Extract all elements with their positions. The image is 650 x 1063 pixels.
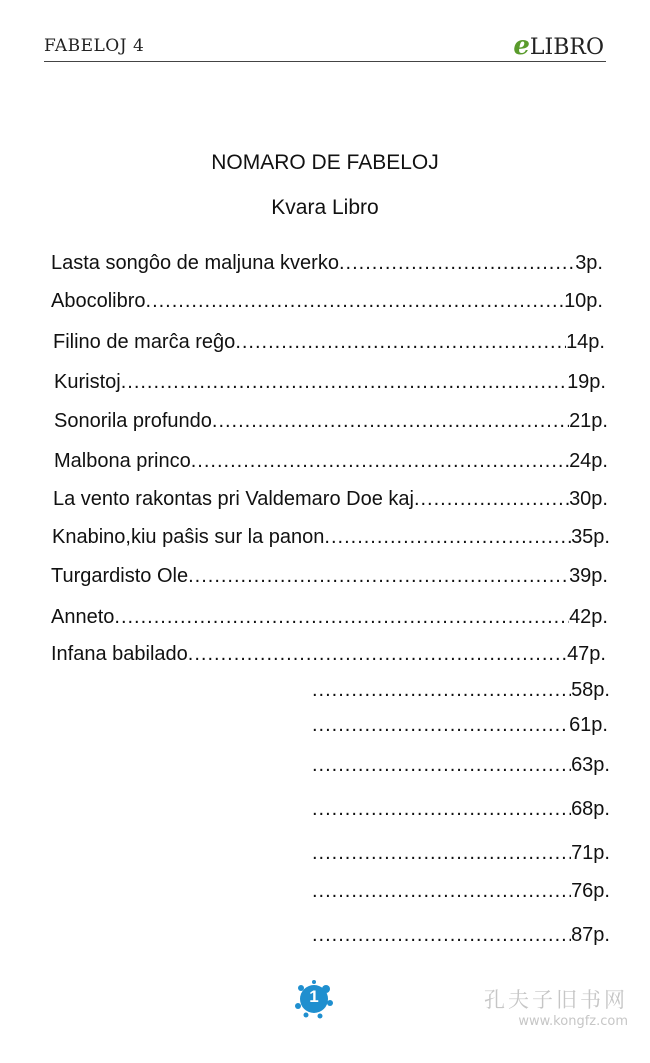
toc-entry <box>312 880 610 908</box>
toc-entry-title: Lasta songôo de maljuna kverko <box>51 252 339 274</box>
toc-leader <box>414 488 569 511</box>
toc-entry <box>52 526 610 554</box>
page-subtitle: Kvara Libro <box>271 196 379 219</box>
toc-entry-title: Malbona princo <box>54 450 191 472</box>
toc-leader <box>339 252 575 275</box>
toc-entry <box>53 488 608 516</box>
toc-entry <box>54 410 608 438</box>
toc-entry-page: 63p. <box>571 754 610 776</box>
toc-leader <box>146 290 565 313</box>
toc-entry-title: Sonorila profundo <box>54 410 212 432</box>
toc-entry-page: 71p. <box>571 842 610 864</box>
toc-leader <box>312 679 571 702</box>
header-book-title: FABELOJ 4 <box>44 36 145 56</box>
toc-entry-title: Infana babilado <box>51 643 188 665</box>
toc-entry-page: 24p. <box>569 450 608 472</box>
toc-entry-page: 42p. <box>569 606 608 628</box>
toc-entry-title: Turgardisto Ole <box>51 565 189 587</box>
toc-entry <box>51 606 608 634</box>
page-number-badge <box>292 978 336 1022</box>
toc-leader <box>312 924 571 947</box>
toc-entry-title: Kuristoj <box>54 371 121 393</box>
header-divider <box>44 61 606 62</box>
toc-leader <box>312 754 571 777</box>
toc-entry-page: 61p. <box>569 714 608 736</box>
toc-entry <box>312 754 610 782</box>
brand-logo-e: e <box>513 31 530 61</box>
toc-entry <box>312 842 610 870</box>
toc-entry <box>51 290 603 318</box>
toc-entry-page: 21p. <box>569 410 608 432</box>
toc-entry-page: 35p. <box>571 526 610 548</box>
toc-entry-page: 30p. <box>569 488 608 510</box>
toc-leader <box>312 798 571 821</box>
toc-entry-page: 19p. <box>567 371 606 393</box>
toc-entry <box>51 643 606 671</box>
toc-leader <box>191 450 569 473</box>
toc-entry <box>54 450 608 478</box>
toc-entry-page: 39p. <box>569 565 608 587</box>
toc-entry-page: 14p. <box>566 331 605 353</box>
toc-entry <box>312 924 610 952</box>
toc-entry-title: La vento rakontas pri Valdemaro Doe kaj <box>53 488 414 510</box>
toc-leader <box>235 331 566 354</box>
toc-leader <box>114 606 569 629</box>
toc-entry-title: Knabino,kiu paŝis sur la panon <box>52 526 325 548</box>
toc-entry <box>312 679 610 707</box>
brand-logo-text: LIBRO <box>529 35 604 60</box>
toc-entry-page: 3p. <box>575 252 603 274</box>
watermark-chinese: 孔夫子旧书网 <box>484 988 628 1012</box>
toc-leader <box>312 842 571 865</box>
toc-leader <box>188 565 569 588</box>
toc-entry-title: Abocolibro <box>51 290 146 312</box>
toc-entry <box>51 565 608 593</box>
page-number: 1 <box>309 987 319 1006</box>
toc-leader <box>212 410 569 433</box>
toc-leader <box>324 526 571 549</box>
toc-entry <box>312 714 608 742</box>
toc-entry-title: Anneto <box>51 606 115 628</box>
toc-entry-page: 58p. <box>571 679 610 701</box>
toc-entry <box>54 371 606 399</box>
toc-leader <box>188 643 567 666</box>
toc-entry-page: 68p. <box>571 798 610 820</box>
toc-entry-page: 10p. <box>564 290 603 312</box>
page-title: NOMARO DE FABELOJ <box>211 151 439 174</box>
toc-entry-page: 87p. <box>571 924 610 946</box>
toc-entry-page: 76p. <box>571 880 610 902</box>
brand-logo <box>513 31 604 61</box>
toc-entry <box>53 331 605 359</box>
toc-entry <box>51 252 603 280</box>
watermark-url: www.kongfz.com <box>518 1014 628 1029</box>
toc-leader <box>121 371 567 394</box>
toc-entry-title: Filino de marĉa reĝo <box>53 331 236 353</box>
toc-entry <box>312 798 610 826</box>
watermark <box>484 984 628 1029</box>
toc-entry-page: 47p. <box>567 643 606 665</box>
toc-leader <box>312 880 571 903</box>
toc-leader <box>312 714 569 737</box>
